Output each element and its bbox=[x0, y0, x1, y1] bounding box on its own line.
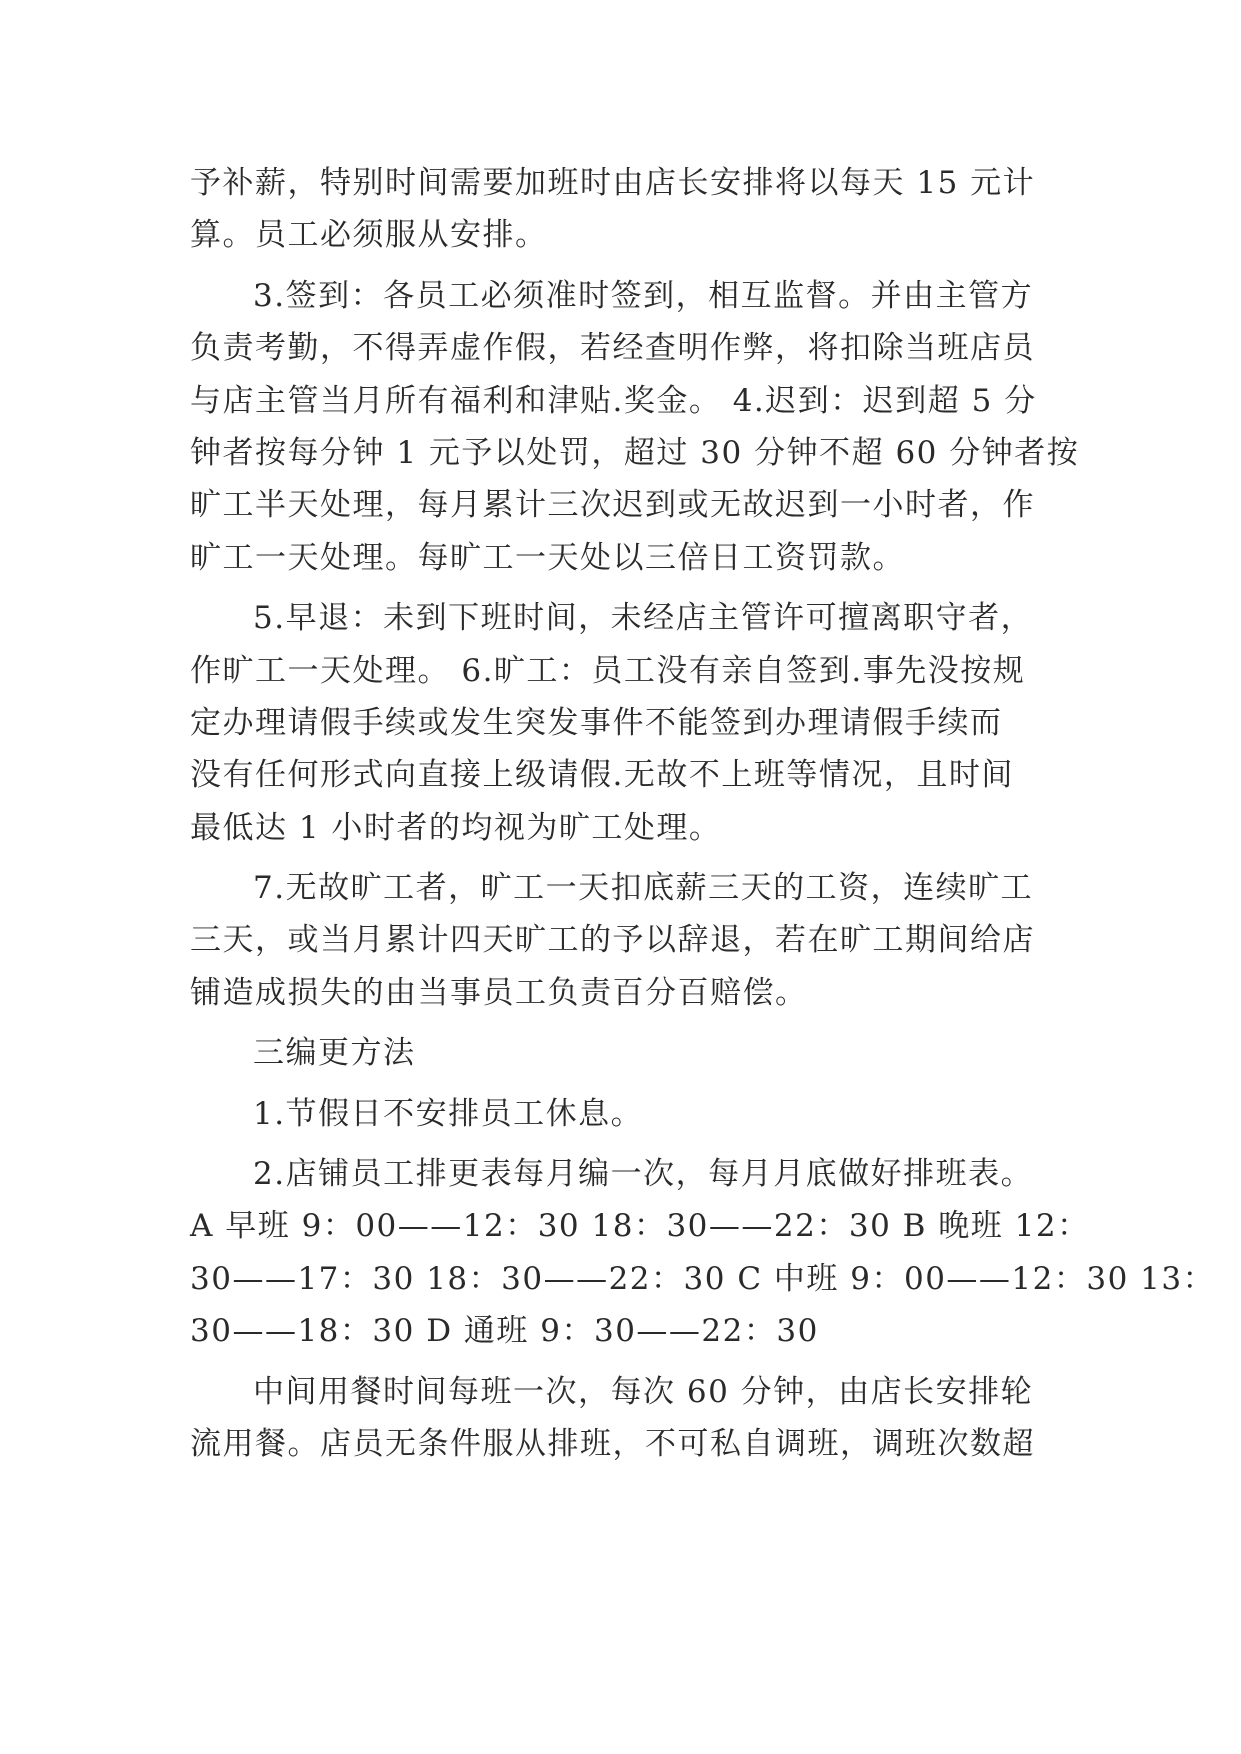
section-heading: 三编更方法 bbox=[253, 1035, 416, 1072]
text-line: 没有任何形式向直接上级请假.无故不上班等情况，且时间 bbox=[190, 757, 1014, 794]
text-line: 最低达 1 小时者的均视为旷工处理。 bbox=[190, 809, 722, 846]
text-line: 钟者按每分钟 1 元予以处罚，超过 30 分钟不超 60 分钟者按 bbox=[190, 434, 1080, 471]
text-line: 负责考勤，不得弄虚作假，若经查明作弊，将扣除当班店员 bbox=[190, 330, 1035, 367]
text-line: 予补薪，特别时间需要加班时由店长安排将以每天 15 元计 bbox=[190, 165, 1036, 201]
document-body bbox=[190, 157, 1216, 1470]
text-line: 与店主管当月所有福利和津贴.奖金。 4.迟到：迟到超 5 分 bbox=[190, 382, 1037, 419]
text-line: 7.无故旷工者，旷工一天扣底薪三天的工资，连续旷工 bbox=[253, 870, 1034, 907]
text-line: 3.签到：各员工必须准时签到，相互监督。并由主管方 bbox=[253, 277, 1034, 314]
text-line: 旷工一天处理。每旷工一天处以三倍日工资罚款。 bbox=[190, 539, 905, 576]
text-line: A 早班 9：00——12：30 18：30——22：30 B 晚班 12： bbox=[190, 1208, 1090, 1245]
text-line: 5.早退：未到下班时间，未经店主管许可擅离职守者， bbox=[253, 600, 1034, 637]
text-line: 30——17：30 18：30——22：30 C 中班 9：00——12：30 13： bbox=[190, 1260, 1216, 1297]
text-line: 铺造成损失的由当事员工负责百分百赔偿。 bbox=[190, 974, 808, 1011]
text-line: 算。员工必须服从安排。 bbox=[190, 217, 548, 254]
text-line: 作旷工一天处理。 6.旷工：员工没有亲自签到.事先没按规 bbox=[190, 652, 1026, 689]
text-line: 定办理请假手续或发生突发事件不能签到办理请假手续而 bbox=[190, 704, 1003, 741]
text-line: 中间用餐时间每班一次，每次 60 分钟，由店长安排轮 bbox=[253, 1373, 1034, 1410]
text-line: 30——18：30 D 通班 9：30——22：30 bbox=[190, 1313, 819, 1350]
text-line: 2.店铺员工排更表每月编一次，每月月底做好排班表。 bbox=[253, 1156, 1034, 1193]
text-line: 1.节假日不安排员工休息。 bbox=[253, 1095, 644, 1132]
text-line: 旷工半天处理，每月累计三次迟到或无故迟到一小时者，作 bbox=[190, 487, 1035, 524]
text-line: 三天，或当月累计四天旷工的予以辞退，若在旷工期间给店 bbox=[190, 922, 1035, 959]
text-line: 流用餐。店员无条件服从排班，不可私自调班，调班次数超 bbox=[190, 1425, 1035, 1462]
